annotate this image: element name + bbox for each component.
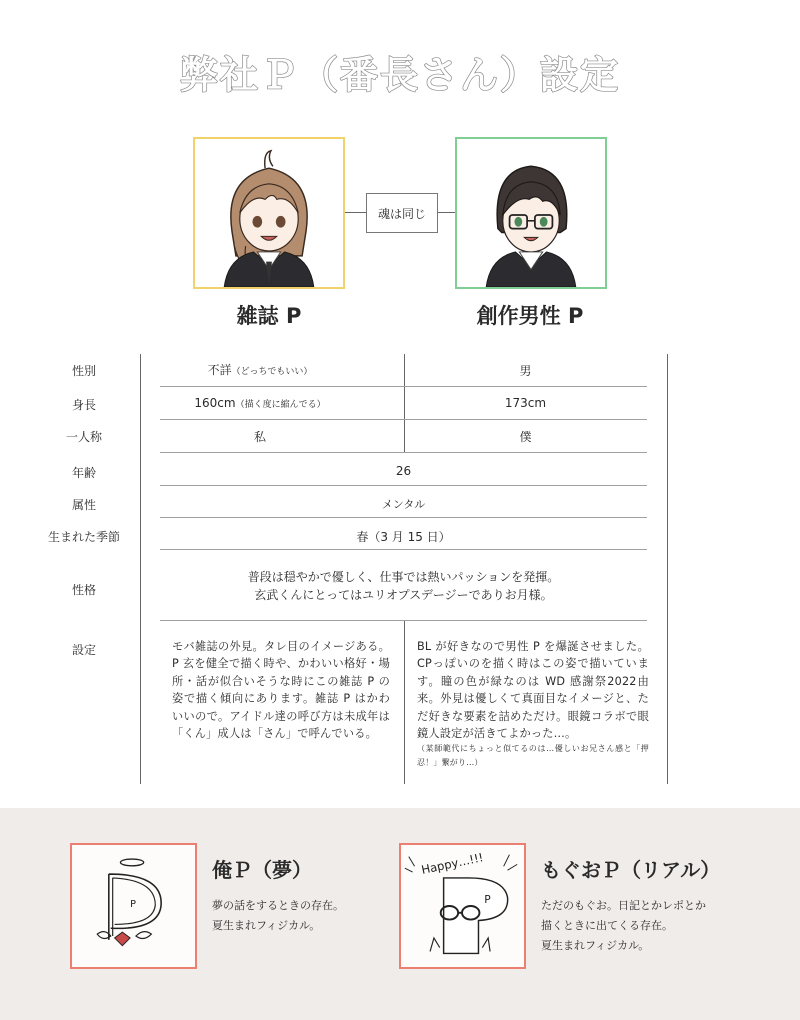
height-left <box>160 396 360 410</box>
gender-left <box>160 361 360 378</box>
mini-desc-moguo-p-line2: 描くときに出てくる存在。 <box>541 919 673 932</box>
row-label-age: 年齢 <box>71 466 96 480</box>
connector-label: 魂は同じ <box>366 193 438 233</box>
portrait-sousaku-p <box>455 137 607 289</box>
mini-title-ore-p: 俺Ｐ（夢） <box>212 858 312 882</box>
personality-line2: 玄武くんにとってはユリオプスデージーでありお月様。 <box>254 588 553 602</box>
mini-desc-ore-p-line2: 夏生まれフィジカル。 <box>212 919 321 932</box>
mini-desc-moguo-p <box>541 896 706 956</box>
character-name-right: 創作男性 P <box>476 304 584 328</box>
gender-left-main: 不詳 <box>207 363 232 377</box>
ore-p-sketch-icon <box>72 845 195 967</box>
height-left-main: 160cm <box>194 396 236 410</box>
personality-line1: 普段は穏やかで優しく、仕事では熱いパッションを発揮。 <box>247 570 560 584</box>
moguo-p-sketch-text: Happy…!!! <box>420 850 485 877</box>
character-glasses-illustration <box>457 139 605 287</box>
row-separator <box>160 549 647 550</box>
row-label-attribute: 属性 <box>71 498 96 512</box>
connector-line-right <box>438 212 455 213</box>
row-separator <box>160 620 647 621</box>
settings-right-note: （某師範代にちょっと似てるのは…優しいお兄さん感と「押忍！」繋がり…） <box>417 744 649 768</box>
table-divider-label <box>140 354 141 784</box>
mini-portrait-ore-p <box>70 843 197 969</box>
settings-right-text <box>417 638 649 770</box>
row-label-personality: 性格 <box>71 583 96 597</box>
row-label-season: 生まれた季節 <box>47 530 120 544</box>
pronoun-right: 僕 <box>519 430 532 444</box>
row-separator <box>160 386 647 387</box>
age-value: 26 <box>395 464 412 478</box>
moguo-p-sketch-icon <box>401 845 524 967</box>
season-value: 春（3 月 15 日） <box>356 530 451 544</box>
mini-desc-moguo-p-line1: ただのもぐお。日記とかレポとか <box>541 899 706 912</box>
row-label-height: 身長 <box>71 398 96 412</box>
gender-right: 男 <box>519 364 532 378</box>
settings-right-main: BL が好きなので男性 P を爆誕させました。CPっぽいのを描く時はこの姿で描いています。瞳の色が緑なのは WD 感謝祭2022由来。外見は優しくて真面目なイメージと、ただ好きな要素を詰めただけ。眼鏡コラボで眼鏡人設定が活きてよかった…。 <box>417 640 649 741</box>
row-separator <box>160 452 647 453</box>
portrait-zasshi-p <box>193 137 345 289</box>
table-divider-right <box>667 354 668 784</box>
character-brown-hair-illustration <box>195 139 343 287</box>
mini-title-moguo-p: もぐおＰ（リアル） <box>541 858 721 882</box>
page-title: 弊社Ｐ（番長さん）設定 <box>179 53 620 97</box>
height-right: 173cm <box>504 396 547 410</box>
height-left-note: （描く度に縮んでる） <box>235 400 326 410</box>
row-separator <box>160 517 647 518</box>
row-separator <box>160 419 647 420</box>
table-divider-middle-bottom <box>404 620 405 784</box>
row-separator <box>160 485 647 486</box>
mini-desc-ore-p-line1: 夢の話をするときの存在。 <box>212 899 344 912</box>
row-label-gender: 性別 <box>71 364 96 378</box>
svg-text:P: P <box>484 893 491 907</box>
attribute-value: メンタル <box>381 498 426 511</box>
mini-desc-ore-p <box>212 896 344 936</box>
svg-text:P: P <box>130 898 136 910</box>
character-name-left: 雑誌 P <box>236 304 302 328</box>
row-label-pronoun: 一人称 <box>65 430 102 444</box>
mini-desc-moguo-p-line3: 夏生まれフィジカル。 <box>541 939 650 952</box>
connector-line-left <box>345 212 366 213</box>
row-label-settings: 設定 <box>71 643 96 657</box>
settings-left-text: モバ雑誌の外見。タレ目のイメージある。P 玄を健全で描く時や、かわいい格好・場所・話が似合いそうな時にこの雑誌 P の姿で描く傾向にあります。雑誌 P はかわいいので。アイドル達の呼び方は未成年は「くん」成人は「さん」で呼んでいる。 <box>172 640 390 741</box>
mini-portrait-moguo-p <box>399 843 526 969</box>
pronoun-left: 私 <box>253 430 266 444</box>
gender-left-note: （どっちでもいい） <box>231 367 313 377</box>
